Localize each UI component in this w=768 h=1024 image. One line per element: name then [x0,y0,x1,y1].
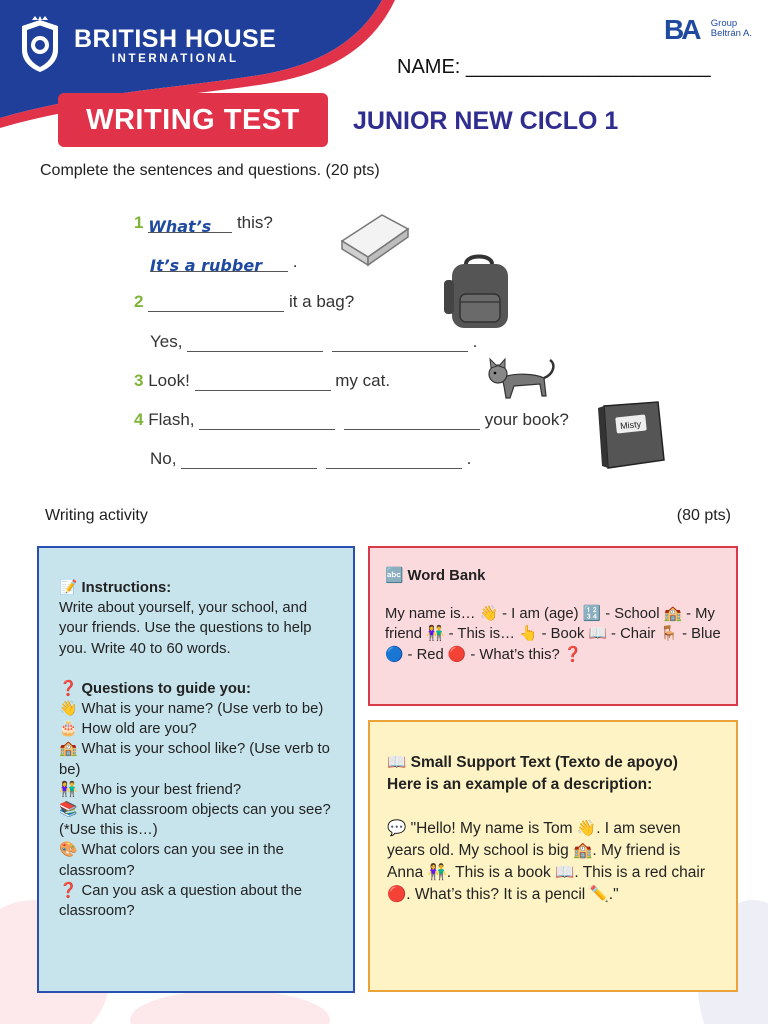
word-bank-heading: 🔤 Word Bank [385,568,486,584]
guide-question: 👫 Who is your best friend? [59,781,242,798]
answer-field[interactable]: What’s [148,217,232,233]
lion-crest-icon [18,16,62,74]
book-label: Misty [619,418,642,432]
answer-field[interactable] [187,336,323,352]
support-example: 💬 "Hello! My name is Tom 👋. I am seven years old. My school is big 🏫. My friend is Anna 👫. This is a book 📖. This is a red chair 🔴. What’s this? It is a pencil ✏️." [387,820,706,903]
exercise-4-question [134,410,569,430]
exercise-2-question [134,292,354,312]
level-title: JUNIOR NEW CICLO 1 [353,107,619,135]
cat-icon [484,356,564,404]
book-icon [596,400,668,472]
ba-monogram-icon [664,14,710,44]
part1-instruction: Complete the sentences and questions. (20 pts) [40,162,380,179]
brand-subtitle: INTERNATIONAL [111,52,239,65]
exercise-text: . [466,449,472,468]
exercise-text: Flash, [148,410,195,429]
guide-question: 🎂 How old are you? [59,721,197,738]
exercise-2-answer [150,332,477,352]
brand-name: BRITISH HOUSE [74,24,277,53]
item-number: 4 [134,410,144,429]
item-number: 1 [134,213,144,232]
exercise-text: . [472,332,478,351]
word-bank-body: My name is… 👋 - I am (age) 🔢 - School 🏫 - My friend 👫 - This is… 👆 - Book 📖 - Chair 🪑 - Blue 🔵 - Red 🔴 - What’s this? ❓ [385,606,721,663]
partner-line1: Group [710,18,738,29]
item-number: 2 [134,292,144,311]
instructions-box [37,546,355,993]
word-bank-box [368,546,738,706]
exercise-1-answer [150,252,298,275]
answer-field[interactable] [332,336,468,352]
guide-question: ❓ Can you ask a question about the classroom? [59,882,302,920]
exercise-text: Yes, [150,332,183,351]
instructions-heading: 📝 Instructions: [59,580,172,596]
exercise-1-question [134,213,273,236]
exercise-text: it a bag? [288,292,355,311]
guide-question: 🏫 What is your school like? (Use verb to be) [59,741,330,778]
exercise-text: your book? [484,410,569,429]
exercise-text: this? [236,213,273,232]
answer-field[interactable] [181,453,317,469]
answer-field[interactable]: It’s a rubber [150,256,288,272]
writing-activity-title: Writing activity [45,507,148,524]
instructions-body: Write about yourself, your school, and your friends. Use the questions to help you. Write 40 to 60 words. [59,600,312,657]
exercise-4-answer [150,449,471,469]
exercise-text: . [292,252,298,271]
backpack-icon [440,252,520,332]
partner-logo [664,14,752,44]
exercise-text: No, [150,449,177,468]
guide-question: 📚 What classroom objects can you see? (*Use this is…) [59,802,331,839]
guide-question: 👋 What is your name? (Use verb to be) [59,701,324,718]
decor-blob-pink-bottom [130,990,330,1024]
answer-field[interactable] [326,453,462,469]
item-number: 3 [134,371,144,390]
test-title-badge: WRITING TEST [58,93,328,147]
exercise-text: my cat. [335,371,391,390]
answer-field[interactable] [148,296,284,312]
guide-question: 🎨 What colors can you see in the classroom? [59,842,284,879]
partner-line2: Beltrán A. [710,28,752,39]
name-field[interactable]: NAME: ______________________ [397,56,711,78]
writing-activity-points: (80 pts) [676,507,731,524]
answer-field[interactable] [199,414,335,430]
answer-field[interactable] [344,414,480,430]
eraser-icon [336,205,412,269]
exercise-3 [134,371,390,391]
support-subheading: Here is an example of a description: [387,776,653,793]
support-heading: 📖 Small Support Text (Texto de apoyo) [387,754,678,771]
support-text-box [368,720,738,992]
exercise-text: Look! [148,371,190,390]
answer-field[interactable] [195,375,331,391]
questions-heading: ❓ Questions to guide you: [59,680,251,697]
brand-logo [18,16,276,74]
partner-mark: BA [663,14,699,44]
